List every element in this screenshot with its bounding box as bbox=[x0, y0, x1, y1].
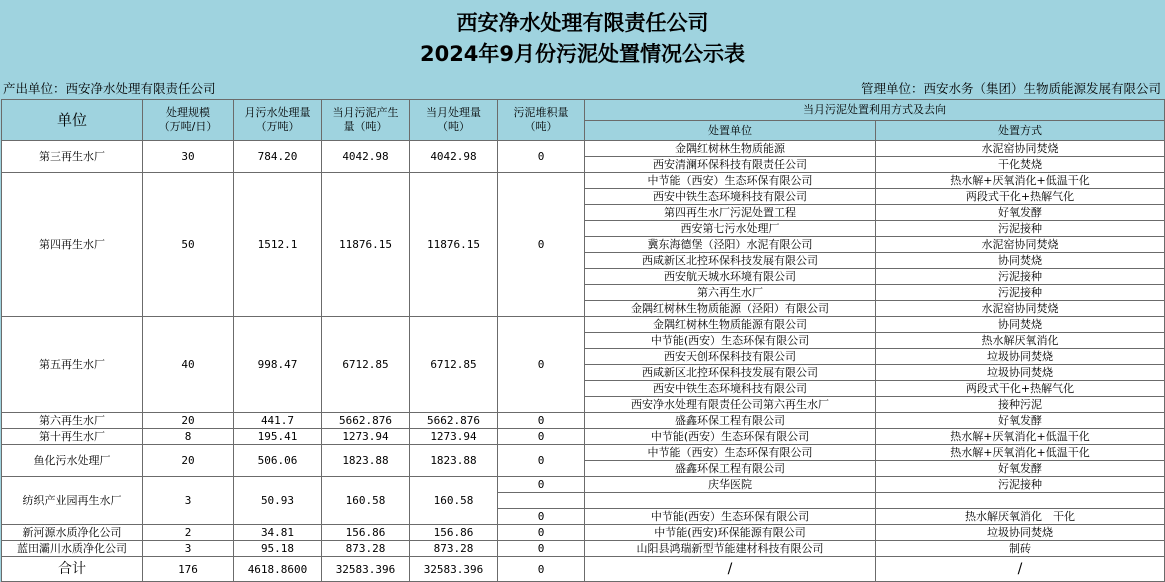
sludge-treated: 873.28 bbox=[410, 541, 498, 557]
table-row bbox=[2, 525, 1165, 541]
sludge-treated: 5662.876 bbox=[410, 413, 498, 429]
table-row bbox=[2, 173, 1165, 189]
sludge-stock: 0 bbox=[498, 509, 585, 525]
sludge-treated: 1273.94 bbox=[410, 429, 498, 445]
total-disposal-unit: / bbox=[585, 557, 876, 582]
disposal-unit: 中节能(西安)环保能源有限公司 bbox=[585, 525, 876, 541]
sludge-stock: 0 bbox=[498, 141, 585, 173]
disposal-unit: 西安航天城水环境有限公司 bbox=[585, 269, 876, 285]
total-scale: 176 bbox=[143, 557, 234, 582]
monthly-sewage: 1512.1 bbox=[234, 173, 322, 317]
monthly-sewage: 195.41 bbox=[234, 429, 322, 445]
disposal-unit: 山阳县鸿瑞新型节能建材科技有限公司 bbox=[585, 541, 876, 557]
header-disposal-method: 处置方式 bbox=[876, 121, 1165, 141]
disposal-unit: 西安中铁生态环境科技有限公司 bbox=[585, 189, 876, 205]
disposal-method: 好氧发酵 bbox=[876, 205, 1165, 221]
plant-name: 第十再生水厂 bbox=[2, 429, 143, 445]
disposal-method bbox=[876, 493, 1165, 509]
disposal-method: 水泥窑协同焚烧 bbox=[876, 141, 1165, 157]
treatment-scale: 20 bbox=[143, 445, 234, 477]
disposal-method: 接种污泥 bbox=[876, 397, 1165, 413]
disposal-unit: 金隅红树林生物质能源（泾阳）有限公司 bbox=[585, 301, 876, 317]
plant-name: 蓝田灞川水质净化公司 bbox=[2, 541, 143, 557]
disposal-method: 热水解+厌氧消化+低温干化 bbox=[876, 429, 1165, 445]
header-disposal-group: 当月污泥处置利用方式及去向 bbox=[585, 100, 1165, 121]
disposal-method: 热水解厌氧消化 bbox=[876, 333, 1165, 349]
disposal-unit: 中节能（西安）生态环保有限公司 bbox=[585, 173, 876, 189]
sludge-produced: 6712.85 bbox=[322, 317, 410, 413]
sludge-treated: 11876.15 bbox=[410, 173, 498, 317]
table-row bbox=[2, 477, 1165, 493]
disposal-unit: 中节能（西安）生态环保有限公司 bbox=[585, 445, 876, 461]
treatment-scale: 3 bbox=[143, 477, 234, 525]
sludge-stock: 0 bbox=[498, 525, 585, 541]
header-sludge-produced: 当月污泥产生 量（吨） bbox=[322, 100, 410, 141]
table-row bbox=[2, 317, 1165, 333]
disposal-method: 热水解+厌氧消化+低温干化 bbox=[876, 445, 1165, 461]
plant-name: 新河源水质净化公司 bbox=[2, 525, 143, 541]
header-disposal-unit: 处置单位 bbox=[585, 121, 876, 141]
disposal-unit: 第六再生水厂 bbox=[585, 285, 876, 301]
sludge-treated: 6712.85 bbox=[410, 317, 498, 413]
page-title bbox=[0, 0, 1165, 78]
disposal-method: 协同焚烧 bbox=[876, 253, 1165, 269]
sludge-produced: 1273.94 bbox=[322, 429, 410, 445]
plant-name: 第四再生水厂 bbox=[2, 173, 143, 317]
plant-name: 鱼化污水处理厂 bbox=[2, 445, 143, 477]
disposal-unit: 西咸新区北控环保科技发展有限公司 bbox=[585, 253, 876, 269]
sludge-stock: 0 bbox=[498, 173, 585, 317]
disposal-unit: 西安清澜环保科技有限责任公司 bbox=[585, 157, 876, 173]
disposal-unit: 中节能(西安）生态环保有限公司 bbox=[585, 509, 876, 525]
treatment-scale: 50 bbox=[143, 173, 234, 317]
disposal-method: 好氧发酵 bbox=[876, 461, 1165, 477]
disposal-method: 污泥接种 bbox=[876, 221, 1165, 237]
disposal-unit: 西安第七污水处理厂 bbox=[585, 221, 876, 237]
sludge-stock: 0 bbox=[498, 541, 585, 557]
disposal-method: 好氧发酵 bbox=[876, 413, 1165, 429]
title-company: 西安净水处理有限责任公司 bbox=[456, 11, 709, 35]
disposal-unit: 西安中铁生态环境科技有限公司 bbox=[585, 381, 876, 397]
disposal-unit: 盛鑫环保工程有限公司 bbox=[585, 461, 876, 477]
disposal-method: 水泥窑协同焚烧 bbox=[876, 237, 1165, 253]
table-row bbox=[2, 445, 1165, 461]
sludge-produced: 873.28 bbox=[322, 541, 410, 557]
monthly-sewage: 506.06 bbox=[234, 445, 322, 477]
treatment-scale: 40 bbox=[143, 317, 234, 413]
sludge-stock bbox=[498, 493, 585, 509]
header-sludge-treated: 当月处理量 （吨） bbox=[410, 100, 498, 141]
disposal-unit: 西咸新区北控环保科技发展有限公司 bbox=[585, 365, 876, 381]
disposal-method: 水泥窑协同焚烧 bbox=[876, 301, 1165, 317]
sludge-stock: 0 bbox=[498, 429, 585, 445]
disposal-method: 热水解+厌氧消化+低温干化 bbox=[876, 173, 1165, 189]
monthly-sewage: 784.20 bbox=[234, 141, 322, 173]
disposal-unit: 西安天创环保科技有限公司 bbox=[585, 349, 876, 365]
treatment-scale: 20 bbox=[143, 413, 234, 429]
total-row bbox=[2, 557, 1165, 582]
treatment-scale: 3 bbox=[143, 541, 234, 557]
sludge-disposal-table bbox=[1, 99, 1165, 582]
disposal-unit: 金隅红树林生物质能源 bbox=[585, 141, 876, 157]
sludge-treated: 156.86 bbox=[410, 525, 498, 541]
disposal-method: 热水解厌氧消化 干化 bbox=[876, 509, 1165, 525]
monthly-sewage: 34.81 bbox=[234, 525, 322, 541]
subtitle-row bbox=[0, 78, 1165, 99]
sludge-stock: 0 bbox=[498, 317, 585, 413]
disposal-method: 两段式干化+热解气化 bbox=[876, 381, 1165, 397]
plant-name: 第六再生水厂 bbox=[2, 413, 143, 429]
disposal-method: 垃圾协同焚烧 bbox=[876, 365, 1165, 381]
treatment-scale: 30 bbox=[143, 141, 234, 173]
sludge-treated: 160.58 bbox=[410, 477, 498, 525]
table-row bbox=[2, 141, 1165, 157]
treatment-scale: 2 bbox=[143, 525, 234, 541]
table-row bbox=[2, 541, 1165, 557]
disposal-method: 污泥接种 bbox=[876, 269, 1165, 285]
sludge-produced: 1823.88 bbox=[322, 445, 410, 477]
header-unit: 单位 bbox=[2, 100, 143, 141]
disposal-method: 污泥接种 bbox=[876, 477, 1165, 493]
sludge-treated: 4042.98 bbox=[410, 141, 498, 173]
sludge-stock: 0 bbox=[498, 445, 585, 477]
sludge-produced: 5662.876 bbox=[322, 413, 410, 429]
table-row bbox=[2, 429, 1165, 445]
disposal-unit: 西安净水处理有限责任公司第六再生水厂 bbox=[585, 397, 876, 413]
disposal-unit: 盛鑫环保工程有限公司 bbox=[585, 413, 876, 429]
total-disposal-method: / bbox=[876, 557, 1165, 582]
header-monthly-sewage: 月污水处理量 （万吨） bbox=[234, 100, 322, 141]
disposal-method: 垃圾协同焚烧 bbox=[876, 525, 1165, 541]
plant-name: 纺织产业园再生水厂 bbox=[2, 477, 143, 525]
sludge-stock: 0 bbox=[498, 477, 585, 493]
disposal-unit: 金隅红树林生物质能源有限公司 bbox=[585, 317, 876, 333]
title-report: 2024年9月份污泥处置情况公示表 bbox=[419, 42, 746, 66]
total-label: 合计 bbox=[2, 557, 143, 582]
plant-name: 第五再生水厂 bbox=[2, 317, 143, 413]
sludge-produced: 160.58 bbox=[322, 477, 410, 525]
disposal-method: 污泥接种 bbox=[876, 285, 1165, 301]
monthly-sewage: 95.18 bbox=[234, 541, 322, 557]
plant-name: 第三再生水厂 bbox=[2, 141, 143, 173]
disposal-unit: 中节能(西安）生态环保有限公司 bbox=[585, 429, 876, 445]
total-sewage: 4618.8600 bbox=[234, 557, 322, 582]
sludge-stock: 0 bbox=[498, 413, 585, 429]
treatment-scale: 8 bbox=[143, 429, 234, 445]
table-row bbox=[2, 413, 1165, 429]
disposal-method: 垃圾协同焚烧 bbox=[876, 349, 1165, 365]
manager-label: 管理单位：西安水务（集团）生物质能源发展有限公司 bbox=[860, 81, 1161, 96]
sludge-produced: 4042.98 bbox=[322, 141, 410, 173]
disposal-unit bbox=[585, 493, 876, 509]
total-treated: 32583.396 bbox=[410, 557, 498, 582]
monthly-sewage: 998.47 bbox=[234, 317, 322, 413]
sludge-treated: 1823.88 bbox=[410, 445, 498, 477]
table-body bbox=[2, 141, 1165, 582]
disposal-method: 干化焚烧 bbox=[876, 157, 1165, 173]
total-produced: 32583.396 bbox=[322, 557, 410, 582]
disposal-unit: 中节能(西安）生态环保有限公司 bbox=[585, 333, 876, 349]
disposal-unit: 庆华医院 bbox=[585, 477, 876, 493]
disposal-method: 制砖 bbox=[876, 541, 1165, 557]
monthly-sewage: 50.93 bbox=[234, 477, 322, 525]
disposal-unit: 第四再生水厂污泥处置工程 bbox=[585, 205, 876, 221]
sludge-produced: 11876.15 bbox=[322, 173, 410, 317]
disposal-method: 两段式干化+热解气化 bbox=[876, 189, 1165, 205]
disposal-method: 协同焚烧 bbox=[876, 317, 1165, 333]
monthly-sewage: 441.7 bbox=[234, 413, 322, 429]
total-stock: 0 bbox=[498, 557, 585, 582]
sludge-produced: 156.86 bbox=[322, 525, 410, 541]
header-scale: 处理规模 （万吨/日） bbox=[143, 100, 234, 141]
disposal-unit: 冀东海德堡（泾阳）水泥有限公司 bbox=[585, 237, 876, 253]
producer-label: 产出单位：西安净水处理有限责任公司 bbox=[3, 81, 216, 96]
header-sludge-stock: 污泥堆积量 （吨） bbox=[498, 100, 585, 141]
